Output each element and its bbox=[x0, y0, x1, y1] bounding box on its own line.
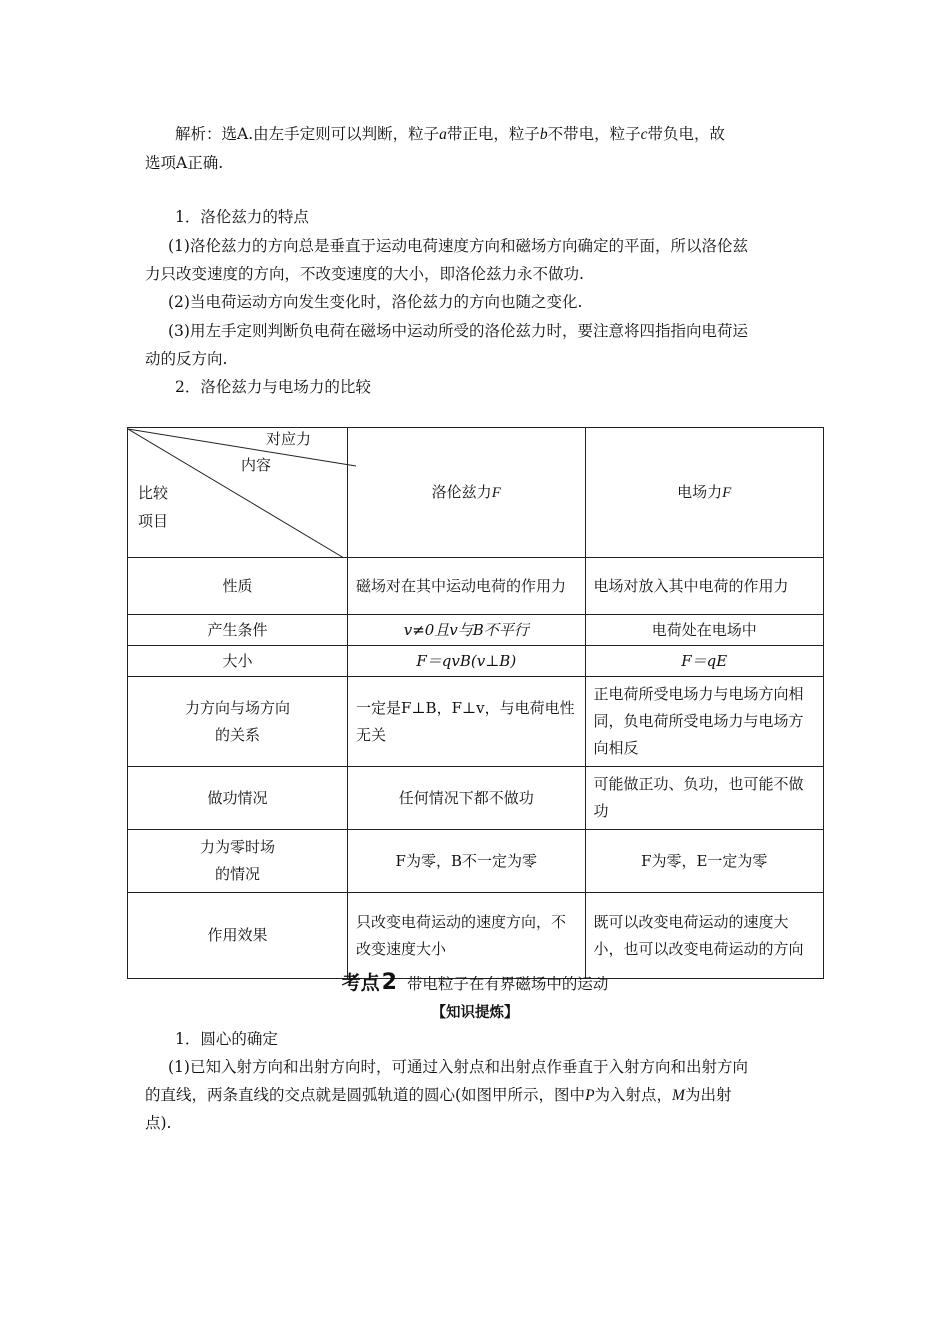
paragraph-3a: (3)用左手定则判断负电荷在磁场中运动所受的洛伦兹力时，要注意将四指指向电荷运 bbox=[168, 322, 748, 340]
lorentz-cell: 一定是F⊥B，F⊥v，与电荷电性无关 bbox=[348, 677, 585, 767]
electric-cell: 既可以改变电荷运动的速度大小，也可以改变电荷运动的方向 bbox=[585, 893, 824, 979]
analysis-line-1 bbox=[175, 124, 725, 145]
after-paragraph-b bbox=[145, 1085, 731, 1106]
analysis-text: 不带电，粒子 bbox=[547, 125, 641, 143]
paragraph-1a: (1)洛伦兹力的方向总是垂直于运动电荷速度方向和磁场方向确定的平面，所以洛伦兹 bbox=[168, 237, 748, 255]
particle-c: c bbox=[640, 126, 648, 143]
paragraph-1b: 力只改变速度的方向，不改变速度的大小，即洛伦兹力永不做功. bbox=[145, 265, 584, 283]
section-subtitle: 【知识提炼】 bbox=[431, 1004, 519, 1021]
lorentz-cell: v≠0且v与B不平行 bbox=[348, 615, 585, 646]
row-label: 性质 bbox=[128, 558, 348, 615]
lorentz-cell: 磁场对在其中运动电荷的作用力 bbox=[348, 558, 585, 615]
point-M: M bbox=[672, 1087, 685, 1104]
corner-label-top: 对应力 bbox=[266, 430, 312, 448]
col-lorentz-text: 洛伦兹力 bbox=[431, 482, 492, 501]
paragraph-3b: 动的反方向. bbox=[145, 350, 228, 368]
row-label: 力方向与场方向的关系 bbox=[128, 677, 348, 767]
col-lorentz-symbol: F bbox=[491, 484, 501, 501]
corner-label-bottom-1: 比较 bbox=[138, 484, 169, 502]
comparison-table bbox=[127, 427, 824, 979]
analysis-text: 解析：选A.由左手定则可以判断，粒子 bbox=[175, 125, 440, 143]
row-label: 做功情况 bbox=[128, 767, 348, 830]
particle-a: a bbox=[439, 126, 447, 143]
col-electric-text: 电场力 bbox=[677, 482, 723, 501]
section-title: 带电粒子在有界磁场中的运动 bbox=[406, 975, 609, 993]
lorentz-cell: 只改变电荷运动的速度方向，不改变速度大小 bbox=[348, 893, 585, 979]
row-label: 产生条件 bbox=[128, 615, 348, 646]
row-label: 大小 bbox=[128, 646, 348, 677]
particle-b: b bbox=[539, 126, 548, 143]
electric-cell: F＝qE bbox=[585, 646, 824, 677]
lorentz-cell: F为零，B不一定为零 bbox=[348, 830, 585, 893]
corner-label-mid: 内容 bbox=[241, 456, 272, 474]
after-text: 的直线，两条直线的交点就是圆弧轨道的圆心(如图甲所示，图中 bbox=[145, 1086, 586, 1104]
section-number: 2 bbox=[381, 970, 397, 995]
electric-cell: F为零，E一定为零 bbox=[585, 830, 824, 893]
after-paragraph-a: (1)已知入射方向和出射方向时，可通过入射点和出射点作垂直于入射方向和出射方向 bbox=[168, 1058, 748, 1076]
after-text: 为出射 bbox=[684, 1086, 732, 1104]
heading-comparison: 2．洛伦兹力与电场力的比较 bbox=[175, 378, 371, 396]
heading-circle-center: 1．圆心的确定 bbox=[175, 1030, 278, 1048]
table-row bbox=[128, 893, 824, 979]
section-heading bbox=[0, 968, 950, 995]
analysis-line-2: 选项A正确. bbox=[145, 154, 224, 172]
electric-cell: 电场对放入其中电荷的作用力 bbox=[585, 558, 824, 615]
analysis-text: 带负电，故 bbox=[647, 125, 726, 143]
electric-cell: 正电荷所受电场力与电场方向相同，负电荷所受电场力与电场方向相反 bbox=[585, 677, 824, 767]
electric-cell: 电荷处在电场中 bbox=[585, 615, 824, 646]
point-P: P bbox=[585, 1087, 595, 1104]
lorentz-cell: F＝qvB(v⊥B) bbox=[348, 646, 585, 677]
column-header-lorentz bbox=[348, 428, 585, 558]
table-row bbox=[128, 767, 824, 830]
section-prefix: 考点 bbox=[341, 972, 380, 994]
analysis-text: 带正电，粒子 bbox=[446, 125, 540, 143]
table-row bbox=[128, 646, 824, 677]
paragraph-2: (2)当电荷运动方向发生变化时，洛伦兹力的方向也随之变化. bbox=[168, 293, 583, 311]
after-paragraph-c: 点). bbox=[145, 1114, 172, 1132]
row-label: 力为零时场的情况 bbox=[128, 830, 348, 893]
table-header-row bbox=[128, 428, 824, 558]
table-row bbox=[128, 615, 824, 646]
table-row bbox=[128, 558, 824, 615]
column-header-electric bbox=[585, 428, 824, 558]
table-row bbox=[128, 830, 824, 893]
col-electric-symbol: F bbox=[722, 484, 732, 501]
diagonal-header-cell bbox=[128, 428, 348, 558]
lorentz-cell: 任何情况下都不做功 bbox=[348, 767, 585, 830]
electric-cell: 可能做正功、负功，也可能不做功 bbox=[585, 767, 824, 830]
row-label: 作用效果 bbox=[128, 893, 348, 979]
table-row bbox=[128, 677, 824, 767]
after-text: 为入射点， bbox=[594, 1086, 673, 1104]
heading-lorentz-features: 1．洛伦兹力的特点 bbox=[175, 208, 309, 226]
corner-label-bottom-2: 项目 bbox=[138, 512, 169, 530]
